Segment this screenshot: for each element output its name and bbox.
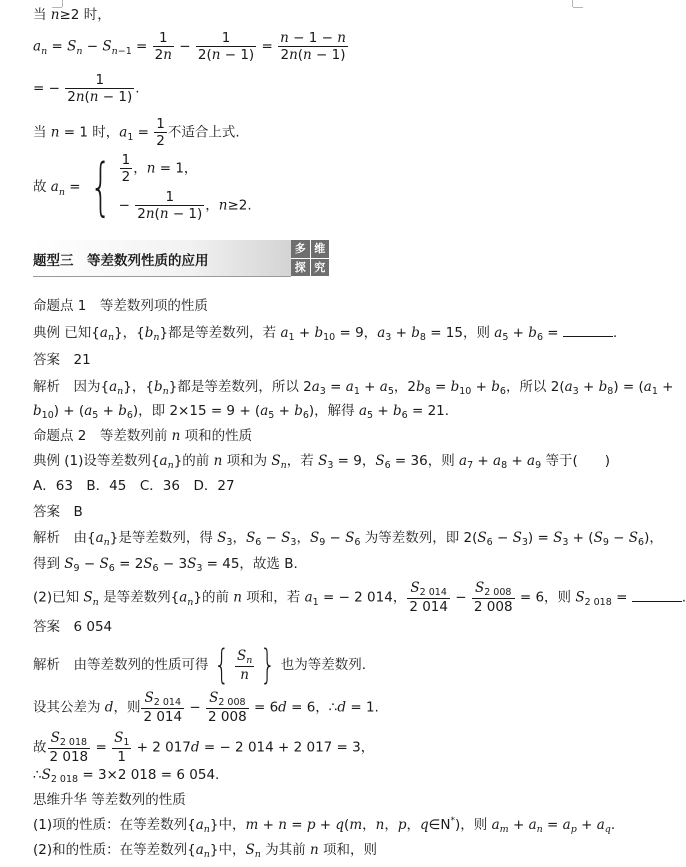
analysis-2-2-line-4: $\therefore S_{2 018} = 3\times 2$ 018 = 6 054. <box>33 767 220 785</box>
analysis-2-2-line-3: 故 $\frac{S_{2 018}}{2 018}$ = $\frac{S_1}{1}$ + 2 017d = − 2 014 + 2 017 = 3， <box>33 730 375 765</box>
section-header <box>33 240 329 276</box>
fraction: $\frac{S_{2 014}}{2 014}$ <box>409 580 448 615</box>
analysis-1-line-2: $b_{10}) + (a_5 + b_6)$，即 $2\times 15 = 9 + (a_5 + b_6)$，解得 $a_5 + b_6 = 21$. <box>33 403 450 421</box>
analysis-2-2-line-2: 设其公差为 d，则 $\frac{S_{2 014}}{2 014}$ − $\frac{S_{2 008}}{2 008}$ = 6d = 6，∴d = 1. <box>33 690 379 725</box>
topic-point-1: 命题点 1 等差数列项的性质 <box>33 298 208 314</box>
fraction: $\frac{S_{2 018}}{2 018}$ <box>49 730 89 765</box>
fraction: $\frac{n - 1 - n}{2n(n - 1)}$ <box>280 30 346 63</box>
analysis-2-2-line-1: 解析 由等差数列的性质可得 { $\frac{S_n}{n}$ } 也为等差数列. <box>33 642 367 688</box>
example-1: 典例 已知$\{a_n\}$，$\{b_n\}$都是等差数列，若 $a_1 + b_{10} = 9$，$a_3 + b_8 = 15$，则 $a_5 + b_6$ = . <box>33 325 618 343</box>
multi-explore-badge: 多 维 探 究 <box>291 240 329 276</box>
answer-2-1: 答案 B <box>33 504 83 520</box>
analysis-1-line-1: 解析 因为$\{a_n\}$，$\{b_n\}$都是等差数列，所以 $2a_3 = a_1 + a_5$，$2b_8 = b_{10} + b_6$，所以 $2(a_3 + b_8) = (a_1$ + <box>33 379 674 397</box>
fraction: $\frac{S_{2 014}}{2 014}$ <box>143 690 183 725</box>
fraction: $\frac{1}{2n(n - 1)}$ <box>67 72 133 105</box>
summary-title: 思维升华 等差数列的性质 <box>33 792 186 808</box>
answer-blank <box>632 589 682 602</box>
example-2-1: 典例 (1)设等差数列$\{a_n\}$的前 n 项和为 $S_n$，若 $S_3 = 9$，$S_6 = 36$，则 $a_7 + a_8 + a_9$ 等于( ) <box>33 453 610 471</box>
fraction: $\frac{S_n}{n}$ <box>236 647 253 683</box>
fraction: $\frac{S_{2 008}}{2 008}$ <box>208 690 247 725</box>
fraction: $\frac{S_1}{1}$ <box>114 730 130 765</box>
answer-blank <box>563 324 613 337</box>
fraction: $\frac{1}{2n}$ <box>154 30 172 63</box>
fraction: $\frac{S_{2 008}}{2 008}$ <box>473 580 513 615</box>
answer-1: 答案 21 <box>33 352 91 368</box>
topic-point-2: 命题点 2 等差数列前 n 项和的性质 <box>33 428 253 444</box>
line-condition-n-eq-1: 当 n = 1 时，$a_1$ = $\frac{1}{2}$ 不适合上式. <box>33 116 240 149</box>
case-2: − $\frac{1}{2n(n - 1)}$ ，n≥2. <box>118 189 252 222</box>
formula-an-derivation: $a_n = S_n - S_{n-1}$ = $\frac{1}{2n}$ − $\frac{1}{2(n - 1)}$ = $\frac{n - 1 - n}{2n(n - 1)}$ <box>33 30 346 63</box>
fraction: $\frac{1}{2}$ <box>156 116 165 149</box>
formula-an-piecewise: 故 $a_n$ = { $\frac{1}{2}$ ，n = 1， − $\frac{1}{2n(n - 1)}$ ，n≥2. <box>33 150 252 223</box>
analysis-2-1-line-1: 解析 由$\{a_n\}$是等差数列，得 $S_3$，$S_6 - S_3$，$S_9 - S_6$ 为等差数列，即 $2(S_6 - S_3) = S_3 + (S_9 - S_6)$， <box>33 530 663 548</box>
case-1: $\frac{1}{2}$ ，n = 1， <box>121 152 198 185</box>
summary-item-1: (1)项的性质：在等差数列$\{a_n\}$中，m + n = p + q(m，n，p，q∈N*)，则 $a_m + a_n = a_p + a_q$. <box>33 816 616 835</box>
piecewise-cases <box>119 152 252 222</box>
formula-an-result: = − $\frac{1}{2n(n - 1)}$ . <box>33 72 140 105</box>
choices: A．63 B．45 C．36 D．27 <box>33 478 235 494</box>
left-brace: { <box>89 150 112 223</box>
analysis-2-1-line-2: 得到 $S_9 - S_6 = 2S_6 - 3S_3 = 45$，故选 B. <box>33 556 298 574</box>
section-title: 题型三 等差数列性质的应用 <box>33 253 209 269</box>
fraction: $\frac{1}{2(n - 1)}$ <box>197 30 255 63</box>
summary-item-2: (2)和的性质：在等差数列$\{a_n\}$中，$S_n$ 为其前 n 项和，则 <box>33 842 377 860</box>
example-2-2: (2)已知 $S_n$ 是等差数列$\{a_n\}$的前 n 项和，若 $a_1$ = − 2 014， $\frac{S_{2 014}}{2 014}$ − $\frac{S_{2 008}}{2 008}$ = 6，则 $S_{2 018}$ = . <box>33 580 686 615</box>
answer-2-2: 答案 6 054 <box>33 619 113 635</box>
line-condition-n-ge-2: 当 n≥2 时， <box>33 7 111 23</box>
